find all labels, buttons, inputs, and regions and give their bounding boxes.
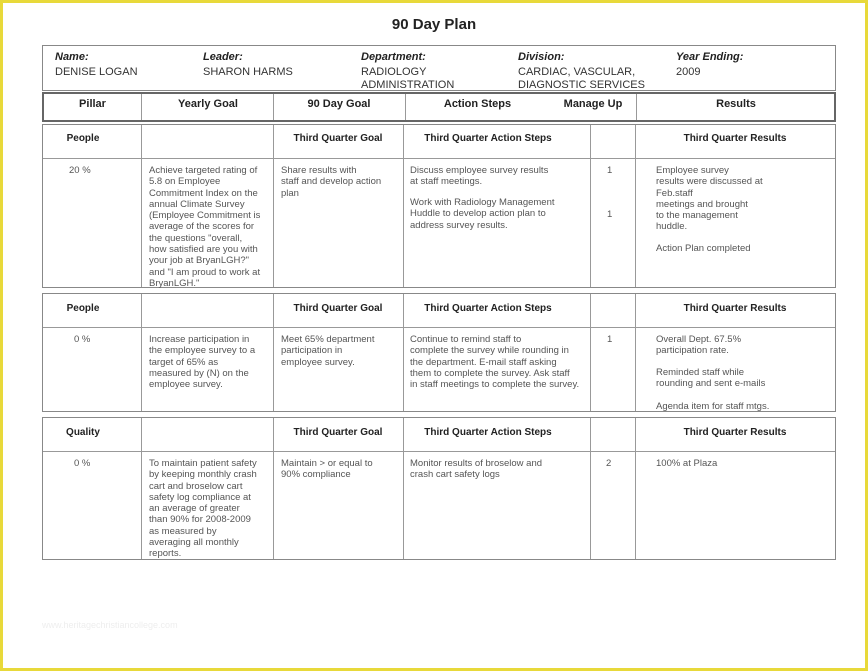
- action-steps-text-1: Continue to remind staff to complete the survey while rounding in the department. E-mail staff asking them to complete the survey. Ask staff in staff meetings to complete the survey.: [410, 334, 580, 391]
- year-value: 2009: [676, 66, 701, 78]
- division-value-line2: DIAGNOSTIC SERVICES: [518, 79, 645, 91]
- col-manage-up: Manage Up: [563, 98, 623, 110]
- info-box: [42, 45, 836, 91]
- 90-day-goal-text: Meet 65% department participation in employee survey.: [281, 334, 375, 368]
- department-label: Department:: [361, 51, 426, 63]
- col-pillar: Pillar: [79, 98, 106, 110]
- percent-value: 0 %: [74, 334, 91, 345]
- leader-value: SHARON HARMS: [203, 66, 293, 78]
- division-value-line1: CARDIAC, VASCULAR,: [518, 66, 636, 78]
- results-header: Third Quarter Results: [683, 303, 787, 314]
- col-action-steps: Action Steps: [443, 98, 512, 110]
- section-people-2: [42, 293, 836, 412]
- results-header: Third Quarter Results: [683, 427, 787, 438]
- watermark: www.heritagechristiancollege.com: [42, 620, 178, 630]
- col-yearly-goal: Yearly Goal: [178, 98, 238, 110]
- page-title: 90 Day Plan: [391, 16, 477, 33]
- action-steps-text-1: Discuss employee survey results at staff meetings.: [410, 165, 549, 188]
- pillar-label: People: [66, 133, 100, 144]
- column-header-row: [42, 92, 836, 122]
- leader-label: Leader:: [203, 51, 243, 63]
- yearly-goal-text: Achieve targeted rating of 5.8 on Employee Commitment Index on the annual Climate Survey (Employee Commitment is average of the scores for the questions "overall, how satisfied are you with your job at BryanLGH?" and "I am proud to work at BryanLGH.": [149, 165, 261, 289]
- 90-day-goal-text: Share results with staff and develop action plan: [281, 165, 382, 199]
- yearly-goal-text: Increase participation in the employee survey to a target of 65% as measured by (N) on the employee survey.: [149, 334, 256, 391]
- percent-value: 20 %: [69, 165, 91, 176]
- name-value: DENISE LOGAN: [55, 66, 138, 78]
- results-text-3: Agenda item for staff mtgs.: [656, 401, 770, 412]
- goal-header: Third Quarter Goal: [293, 133, 383, 144]
- department-value-line1: RADIOLOGY: [361, 66, 427, 78]
- pillar-label: Quality: [66, 427, 100, 438]
- action-header: Third Quarter Action Steps: [424, 303, 552, 314]
- action-header: Third Quarter Action Steps: [424, 133, 552, 144]
- manage-up-value-2: 1: [607, 209, 613, 220]
- section-people-1: [42, 124, 836, 288]
- results-header: Third Quarter Results: [683, 133, 787, 144]
- results-text-1: Employee survey results were discussed at Feb.staff meetings and brought to the management huddle.: [656, 165, 763, 233]
- action-header: Third Quarter Action Steps: [424, 427, 552, 438]
- section-quality: [42, 417, 836, 560]
- manage-up-value-1: 1: [607, 165, 613, 176]
- manage-up-value-1: 1: [607, 334, 613, 345]
- col-results: Results: [716, 98, 756, 110]
- name-label: Name:: [55, 51, 89, 63]
- results-text-2: Reminded staff while rounding and sent e-mails: [656, 367, 766, 390]
- results-text-1: 100% at Plaza: [656, 458, 718, 469]
- results-text-1: Overall Dept. 67.5% participation rate.: [656, 334, 742, 357]
- yearly-goal-text: To maintain patient safety by keeping monthly crash cart and broselow cart safety log compliance at an average of greater than 90% for 2008-2009 as measured by averaging all monthly reports.: [149, 458, 257, 560]
- action-steps-text-2: Work with Radiology Management Huddle to develop action plan to address survey results.: [410, 197, 555, 231]
- results-text-2: Action Plan completed: [656, 243, 751, 254]
- division-label: Division:: [518, 51, 565, 63]
- goal-header: Third Quarter Goal: [293, 427, 383, 438]
- action-steps-text-1: Monitor results of broselow and crash cart safety logs: [410, 458, 543, 481]
- 90-day-goal-text: Maintain > or equal to 90% compliance: [281, 458, 373, 481]
- goal-header: Third Quarter Goal: [293, 303, 383, 314]
- col-90-day-goal: 90 Day Goal: [307, 98, 371, 110]
- department-value-line2: ADMINISTRATION: [361, 79, 455, 91]
- pillar-label: People: [66, 303, 100, 314]
- year-label: Year Ending:: [676, 51, 744, 63]
- percent-value: 0 %: [74, 458, 91, 469]
- manage-up-value-1: 2: [606, 458, 612, 469]
